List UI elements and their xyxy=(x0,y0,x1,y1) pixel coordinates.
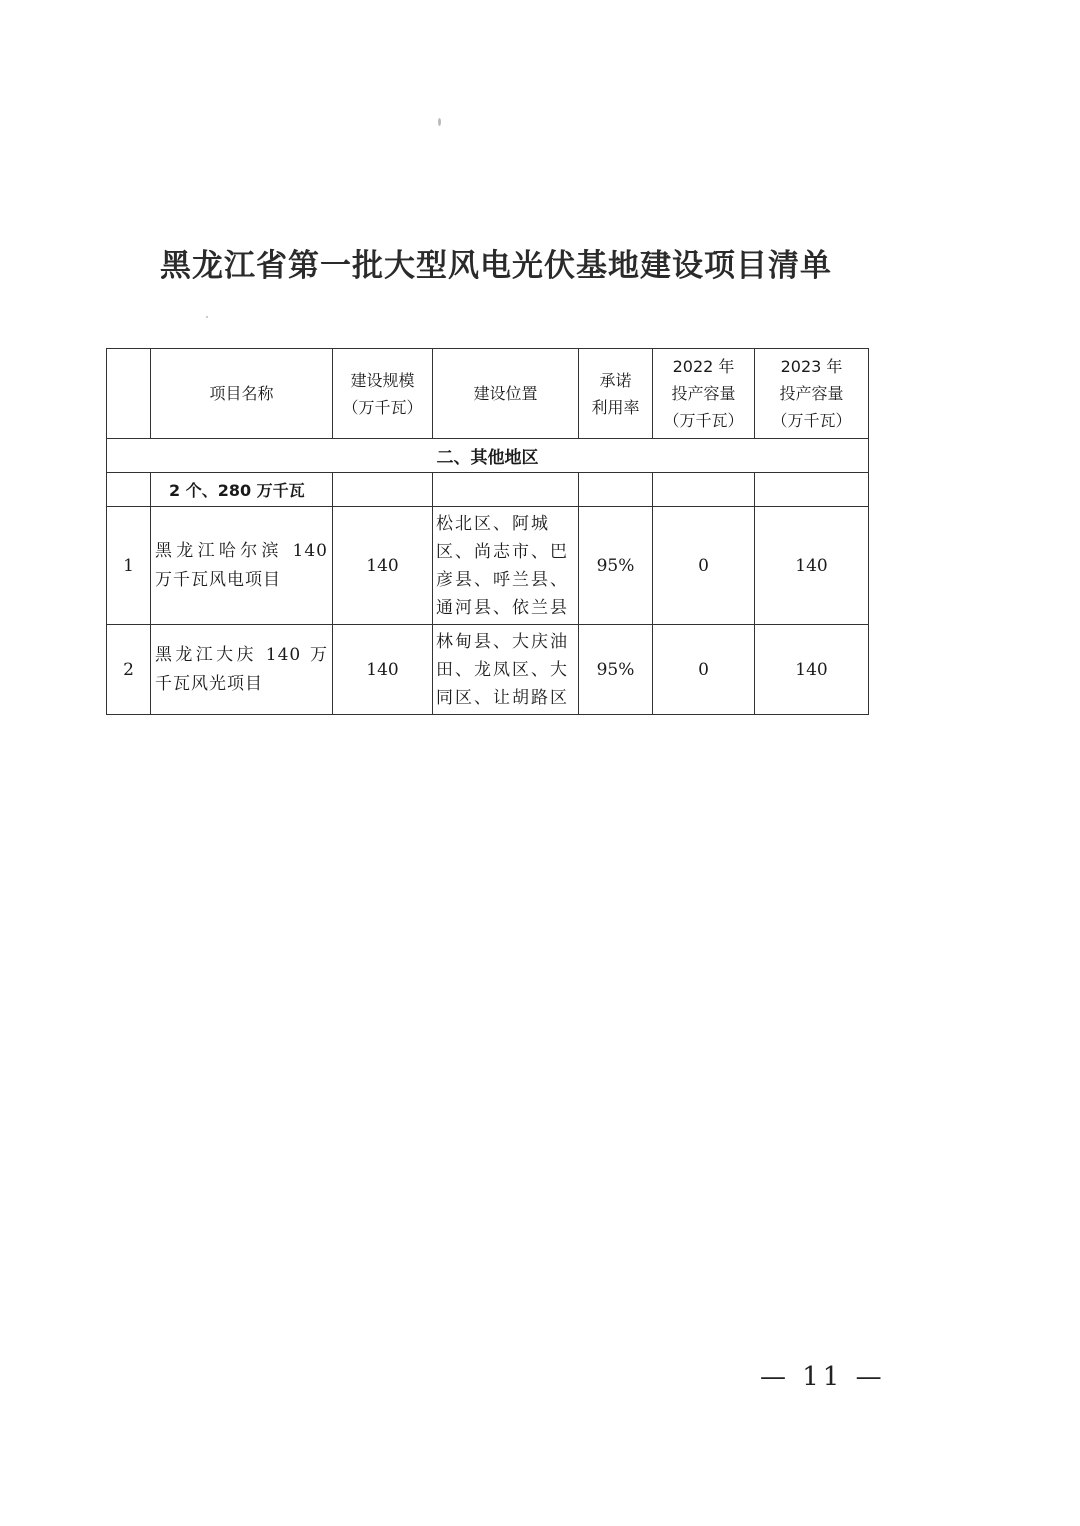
group-row xyxy=(107,473,869,507)
header-index xyxy=(107,349,151,439)
header-capacity-2023 xyxy=(755,349,869,439)
document-title: 黑龙江省第一批大型风电光伏基地建设项目清单 xyxy=(160,248,832,284)
group-index-cell xyxy=(107,473,151,507)
row-location: 松北区、阿城区、尚志市、巴彦县、呼兰县、通河县、依兰县 xyxy=(433,507,579,625)
header-location: 建设位置 xyxy=(433,349,579,439)
header-scale xyxy=(333,349,433,439)
header-cap2022-line2: 投产容量 xyxy=(671,384,736,403)
row-index: 1 xyxy=(107,507,151,625)
group-empty-cell xyxy=(579,473,653,507)
row-capacity-2022: 0 xyxy=(653,625,755,715)
group-empty-cell xyxy=(653,473,755,507)
header-scale-line2: （万千瓦） xyxy=(342,397,423,417)
header-rate xyxy=(579,349,653,439)
row-capacity-2022: 0 xyxy=(653,507,755,625)
scan-speck xyxy=(206,316,208,318)
header-rate-line1: 承诺 xyxy=(599,370,632,390)
header-scale-line1: 建设规模 xyxy=(350,370,415,390)
table-row xyxy=(107,507,869,625)
header-cap2023-line2: 投产容量 xyxy=(779,384,844,403)
header-cap2022-line3: （万千瓦） xyxy=(663,411,744,430)
page-number: — 11 — xyxy=(760,1362,886,1392)
section-label: 二、其他地区 xyxy=(107,439,869,473)
group-empty-cell xyxy=(433,473,579,507)
row-project-name: 黑龙江大庆 140 万千瓦风光项目 xyxy=(151,625,333,715)
row-index: 2 xyxy=(107,625,151,715)
row-scale: 140 xyxy=(333,507,433,625)
row-rate: 95% xyxy=(579,625,653,715)
row-rate: 95% xyxy=(579,507,653,625)
section-row xyxy=(107,439,869,473)
row-location: 林甸县、大庆油田、龙凤区、大同区、让胡路区 xyxy=(433,625,579,715)
header-cap2023-line1: 2023 年 xyxy=(780,357,843,376)
scan-speck xyxy=(438,118,441,126)
group-empty-cell xyxy=(333,473,433,507)
table-row xyxy=(107,625,869,715)
header-cap2022-line1: 2022 年 xyxy=(672,357,735,376)
table-header-row xyxy=(107,349,869,439)
row-project-name: 黑龙江哈尔滨 140 万千瓦风电项目 xyxy=(151,507,333,625)
row-scale: 140 xyxy=(333,625,433,715)
row-capacity-2023: 140 xyxy=(755,625,869,715)
group-empty-cell xyxy=(755,473,869,507)
header-cap2023-line3: （万千瓦） xyxy=(771,411,852,430)
row-capacity-2023: 140 xyxy=(755,507,869,625)
group-label: 2 个、280 万千瓦 xyxy=(151,473,333,507)
header-capacity-2022 xyxy=(653,349,755,439)
project-list-table xyxy=(106,348,868,715)
header-project-name: 项目名称 xyxy=(151,349,333,439)
header-rate-line2: 利用率 xyxy=(591,397,640,417)
